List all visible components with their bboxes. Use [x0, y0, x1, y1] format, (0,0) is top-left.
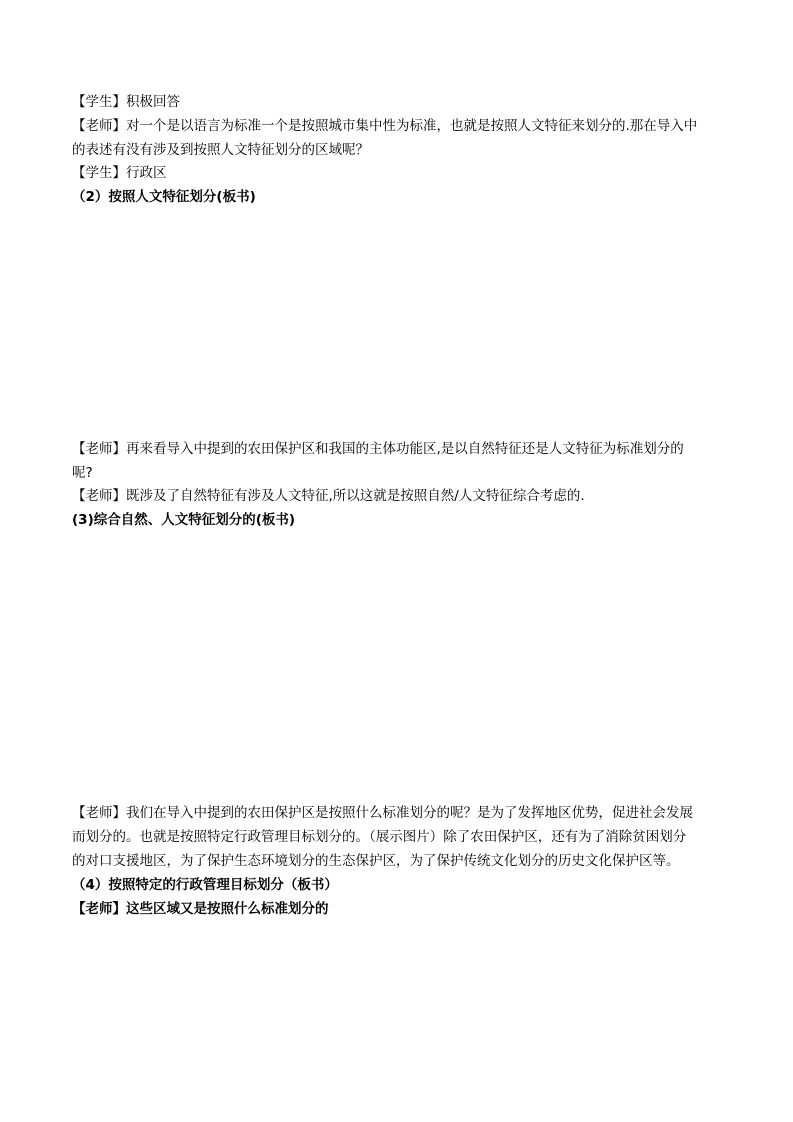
student-answer-line: 【学生】积极回答 — [72, 94, 180, 110]
teacher-line: 【老师】再来看导入中提到的农田保护区和我国的主体功能区,是以自然特征还是人文特征为标准划分的 — [72, 441, 684, 457]
teacher-line: 【老师】我们在导入中提到的农田保护区是按照什么标准划分的呢？是为了发挥地区优势，促进社会发展 — [72, 805, 693, 821]
teacher-line: 【老师】对一个是以语言为标准一个是按照城市集中性为标准，也就是按照人文特征来划分的.那在导入中 — [72, 118, 698, 134]
section-heading: （2）按照人文特征划分(板书) — [72, 189, 256, 205]
teacher-line: 【老师】这些区域又是按照什么标准划分的 — [72, 901, 329, 917]
teacher-line-continued: 的对口支援地区，为了保护生态环境划分的生态保护区，为了保护传统文化划分的历史文化保护区等。 — [72, 853, 680, 869]
section-heading: （4）按照特定的行政管理目标划分（板书） — [72, 877, 338, 893]
teacher-line-continued: 的表述有没有涉及到按照人文特征划分的区域呢？ — [72, 142, 369, 158]
teacher-line: 【老师】既涉及了自然特征有涉及人文特征,所以这就是按照自然/人文特征综合考虑的. — [72, 488, 585, 504]
student-answer-line: 【学生】行政区 — [72, 165, 167, 181]
teacher-line-continued: 呢? — [72, 465, 93, 481]
teacher-line-continued: 而划分的。也就是按照特定行政管理目标划分的。（展示图片）除了农田保护区，还有为了消除贫困划分 — [72, 829, 687, 845]
section-heading: (3)综合自然、人文特征划分的(板书) — [72, 512, 296, 528]
